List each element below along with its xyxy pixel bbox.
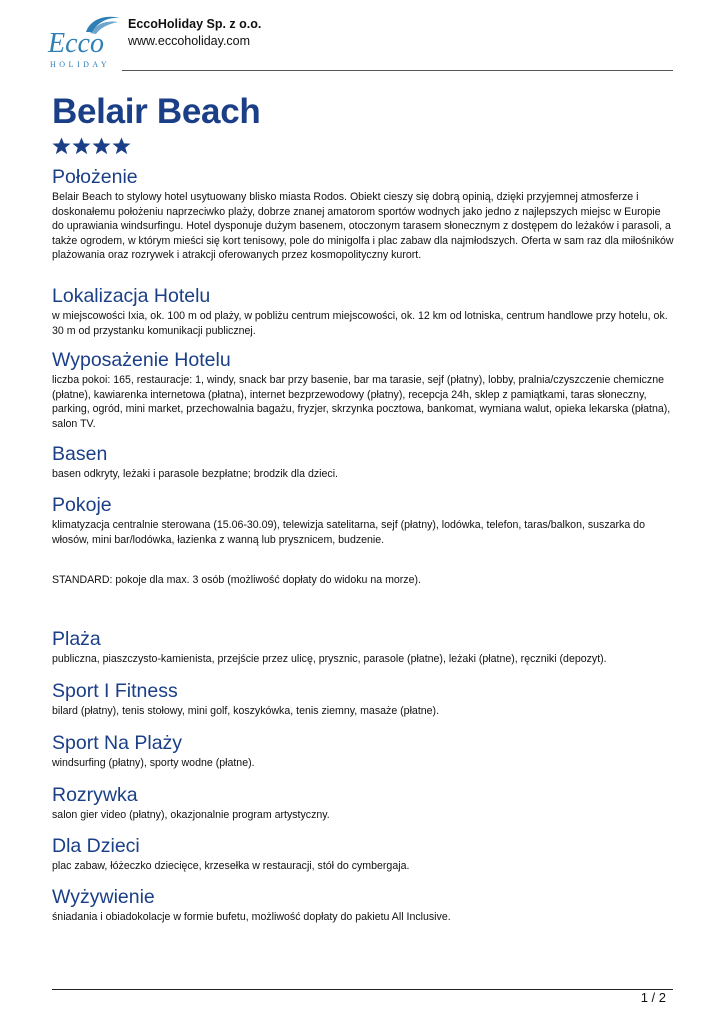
section-heading: Dla Dzieci [52,835,140,857]
company-name: EccoHoliday Sp. z o.o. [128,17,262,31]
section-lokalizacja [52,285,674,338]
section-text: klimatyzacja centralnie sterowana (15.06-30.09), telewizja satelitarna, sejf (płatny), lodówka, telefon, taras/balkon, suszarka do włosów, mini bar/lodówka, łazienka z wanną lub prysznicem, budzenie. [52,519,645,546]
footer-divider [52,989,673,990]
section-text: plac zabaw, łóżeczko dziecięce, krzesełka w restauracji, stół do cymbergaja. [52,860,410,872]
section-text: śniadania i obiadokolacje w formie bufetu, możliwość dopłaty do pakietu All Inclusive. [52,911,451,923]
hotel-title: Belair Beach [52,92,261,131]
star-rating [52,136,131,160]
section-basen [52,443,674,482]
section-sport-fitness [52,680,674,719]
logo-text: Ecco [48,28,104,59]
section-text: windsurfing (płatny), sporty wodne (płatne). [52,757,255,769]
section-text-standard: STANDARD: pokoje dla max. 3 osób (możliwość dopłaty do widoku na morze). [52,574,421,587]
company-url[interactable]: www.eccoholiday.com [128,34,251,48]
section-text: basen odkryty, leżaki i parasole bezpłatne; brodzik dla dzieci. [52,468,338,480]
star-icon [112,136,131,156]
section-wyzywienie [52,886,674,925]
section-text: w miejscowości Ixia, ok. 100 m od plaży, w pobliżu centrum miejscowości, ok. 12 km od lotniska, centrum handlowe przy hotelu, ok. 30 m od przystanku komunikacji publicznej. [52,310,668,337]
section-rozrywka [52,784,674,823]
star-icon [72,136,91,156]
section-heading: Wyżywienie [52,886,155,908]
section-text: salon gier video (płatny), okazjonalnie program artystyczny. [52,809,330,821]
section-text: liczba pokoi: 165, restauracje: 1, windy, snack bar przy basenie, bar ma tarasie, sejf (płatny), lobby, pralnia/czyszczenie chemiczne (płatne), kawiarenka internetowa (płatna), internet bezprzewodowy (płatny), recepcja 24h, sklep z pamiątkami, taras słoneczny, parking, ogród, mini market, przechowalnia bagażu, fryzjer, skrzynka pocztowa, bankomat, wymiana walut, opieka lekarska (płatna), salon TV. [52,374,671,430]
section-heading: Lokalizacja Hotelu [52,285,211,307]
section-heading: Wyposażenie Hotelu [52,349,231,371]
section-heading: Pokoje [52,494,112,516]
header-divider [122,70,673,71]
star-icon [92,136,111,156]
section-wyposazenie [52,349,674,431]
section-text: Belair Beach to stylowy hotel usytuowany blisko miasta Rodos. Obiekt cieszy się dobrą opinią, dzięki przyjemnej atmosferze i doskonałemu położeniu naprzeciwko plaży, dobrze znanej amatorom sportów wodnych jako jedno z najlepszych miejsc w Europie do uprawiania windsurfingu. Hotel dysponuje dużym basenem, otoczonym tarasem słonecznym z dostępem do leżaków i parasoli, a także ogrodem, w którym mieści się kort tenisowy, pole do minigolfa i plac zabaw dla najmłodszych. Oferta w sam raz dla miłośników plażowania oraz rozrywek i atrakcji oferowanych przez kosmopolityczny kurort. [52,191,674,262]
logo-subtext: HOLIDAY [50,60,111,69]
section-heading: Położenie [52,166,138,188]
section-text: bilard (płatny), tenis stołowy, mini golf, koszykówka, tenis ziemny, masaże (płatne). [52,705,440,717]
section-pokoje [52,494,674,588]
section-heading: Sport Na Plaży [52,732,183,754]
star-icon [52,136,71,156]
section-heading: Basen [52,443,108,465]
section-dla-dzieci [52,835,674,874]
section-heading: Sport I Fitness [52,680,178,702]
section-polozenie [52,166,674,263]
section-heading: Rozrywka [52,784,138,806]
section-heading: Plaża [52,628,101,650]
ecco-holiday-logo [46,12,122,70]
section-sport-na-plazy [52,732,674,771]
section-plaza [52,628,674,667]
section-text: publiczna, piaszczysto-kamienista, przejście przez ulicę, prysznic, parasole (płatne), leżaki (płatne), ręczniki (depozyt). [52,653,607,665]
page-number: 1 / 2 [640,990,666,1005]
